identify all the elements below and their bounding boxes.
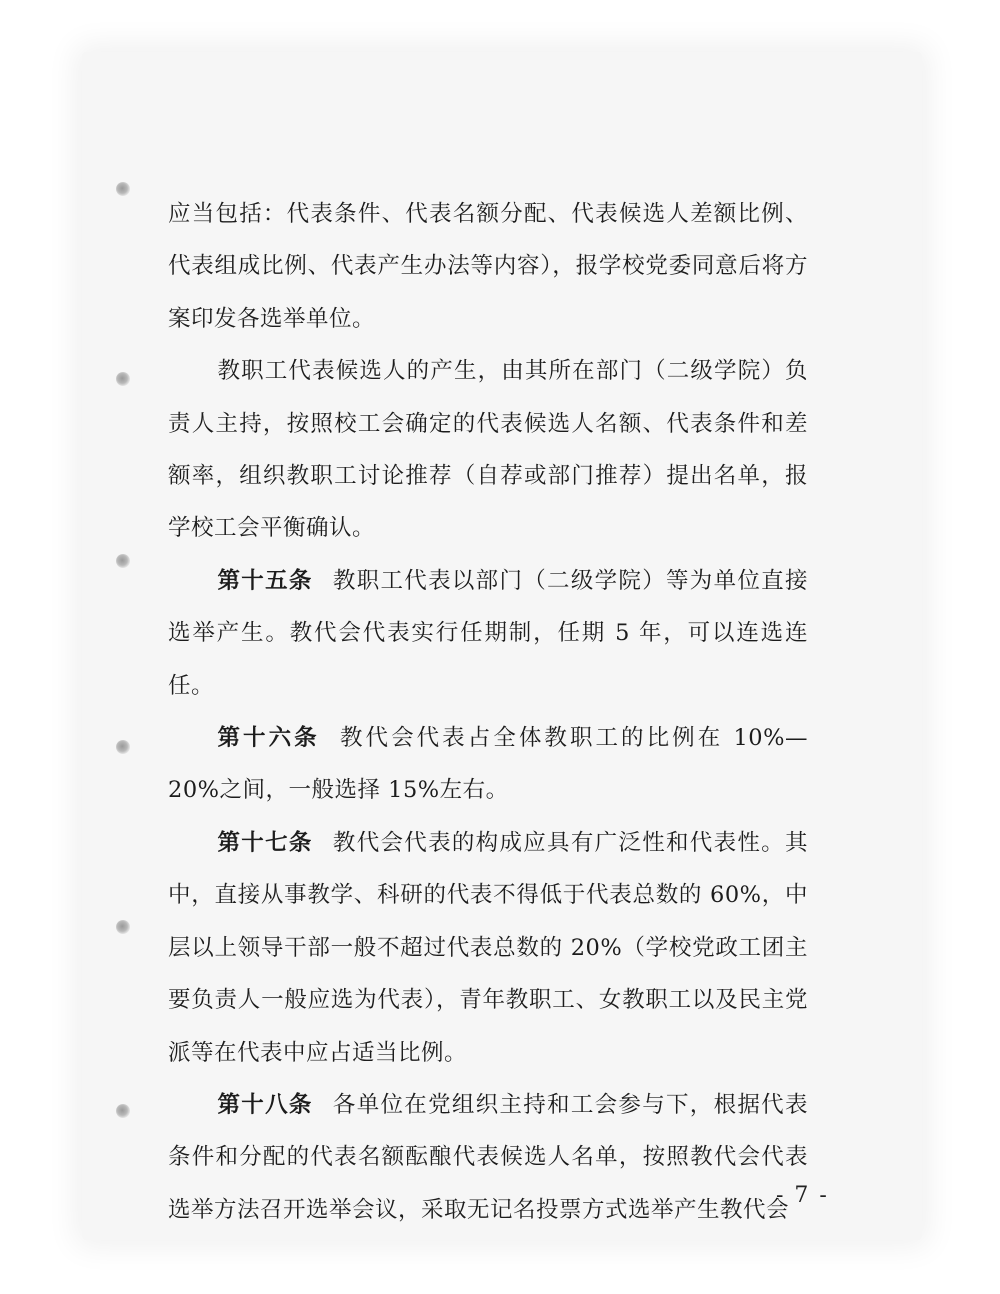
paragraph-text: 应当包括：代表条件、代表名额分配、代表候选人差额比例、代表组成比例、代表产生办法等内容），报学校党委同意后将方案印发各选举单位。: [168, 201, 808, 332]
article-paragraph: [168, 817, 808, 1079]
paragraph-text: 教职工代表以部门（二级学院）等为单位直接选举产生。教代会代表实行任期制，任期 5 年，可以连选连任。: [168, 567, 808, 699]
punch-hole-mark: [116, 554, 130, 568]
article-number: 第十六条: [217, 725, 320, 752]
article-paragraph: [168, 1079, 808, 1236]
paragraph-text: 教代会代表的构成应具有广泛性和代表性。其中，直接从事教学、科研的代表不得低于代表总数的 60%，中层以上领导干部一般不超过代表总数的 20%（学校党政工团主要负责人一般应选为代表），青年教职工、女教职工以及民主党派等在代表中应占适当比例。: [168, 829, 808, 1066]
paragraph-text: 教职工代表候选人的产生，由其所在部门（二级学院）负责人主持，按照校工会确定的代表候选人名额、代表条件和差额率，组织教职工讨论推荐（自荐或部门推荐）提出名单，报学校工会平衡确认。: [168, 358, 808, 542]
paragraph-text: 教代会代表占全体教职工的比例在 10%—20%之间，一般选择 15%左右。: [168, 725, 808, 804]
article-number: 第十八条: [217, 1091, 313, 1118]
paragraph: [168, 345, 808, 555]
punch-hole-mark: [116, 920, 130, 934]
article-number: 第十五条: [217, 567, 313, 594]
paragraph: [168, 188, 808, 345]
punch-hole-mark: [116, 182, 130, 196]
punch-hole-mark: [116, 372, 130, 386]
article-number: 第十七条: [217, 829, 313, 856]
article-paragraph: [168, 712, 808, 817]
punch-hole-mark: [116, 740, 130, 754]
punch-hole-mark: [116, 1104, 130, 1118]
page-number: - 7 -: [776, 1183, 829, 1208]
article-paragraph: [168, 555, 808, 712]
paragraph-text: 各单位在党组织主持和工会参与下，根据代表条件和分配的代表名额酝酿代表候选人名单，按照教代会代表选举方法召开选举会议，采取无记名投票方式选举产生教代会: [168, 1091, 808, 1223]
document-body: [168, 188, 808, 1236]
